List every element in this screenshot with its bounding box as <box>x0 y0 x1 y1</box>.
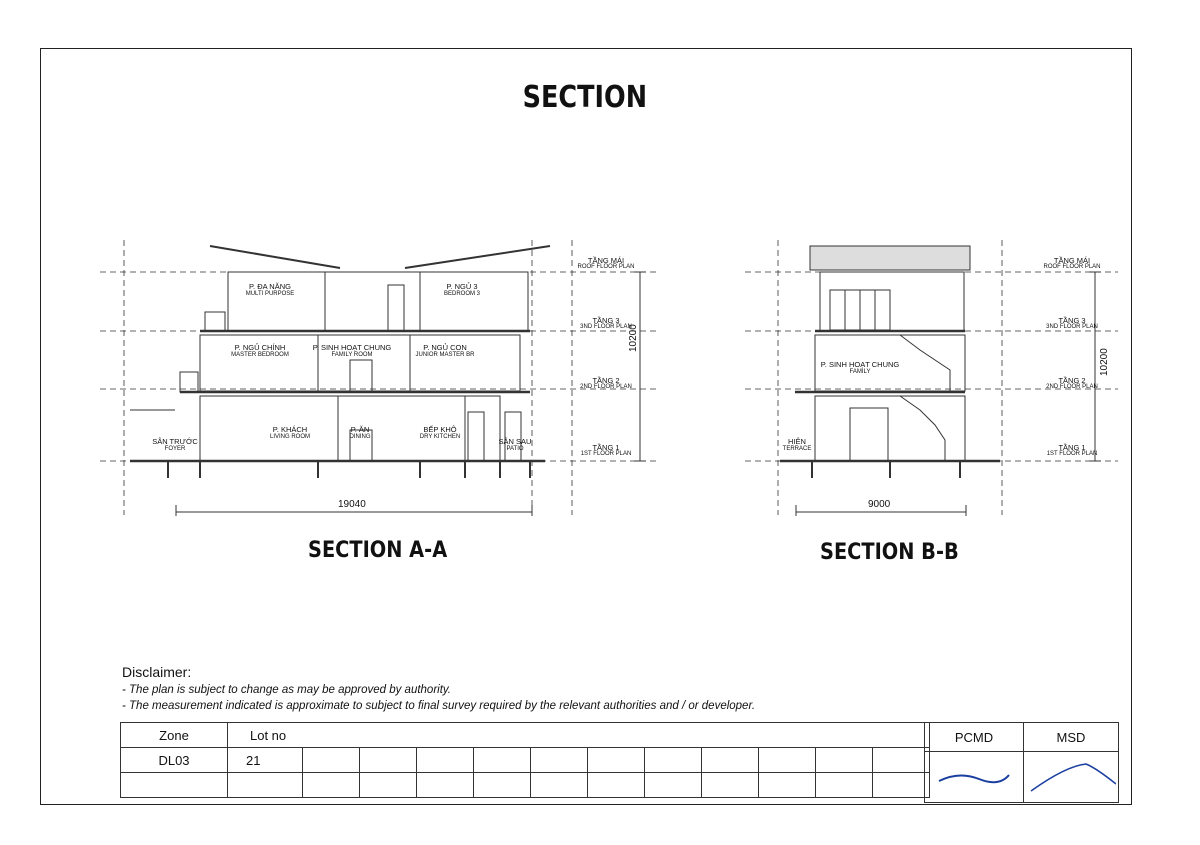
room-name-label: P. ĂN <box>350 425 370 434</box>
aa-height-dimension: 10200 <box>628 324 639 352</box>
room-sub-label: FAMILY ROOM <box>331 352 373 358</box>
pcmd-header: PCMD <box>925 723 1024 752</box>
room-name-label: P. NGỦ CON <box>423 343 467 352</box>
room-name-label: HIÊN <box>788 437 806 446</box>
level-sub-label: 3ND FLOOR PLAN <box>580 324 632 330</box>
room-sub-label: MASTER BEDROOM <box>231 352 289 358</box>
disclaimer-heading: Disclaimer: <box>122 664 192 680</box>
room-name-label: SÂN TRƯỚC <box>152 437 198 446</box>
bb-width-dimension: 9000 <box>868 499 891 510</box>
lot-info-table <box>120 722 930 798</box>
level-name-label: TẦNG 1 <box>1058 443 1086 452</box>
section-aa-title: SECTION A-A <box>308 538 448 563</box>
disclaimer-line-1: - The plan is subject to change as may be approved by authority. <box>122 684 452 696</box>
room-name-label: P. ĐA NĂNG <box>249 282 291 291</box>
room-sub-label: PATIO <box>506 446 524 452</box>
level-sub-label: 1ST FLOOR PLAN <box>580 451 632 457</box>
level-name-label: TẦNG 3 <box>592 316 620 325</box>
level-sub-label: 2ND FLOOR PLAN <box>580 384 632 390</box>
level-name-label: TẦNG MÁI <box>587 256 625 265</box>
level-sub-label: ROOF FLOOR PLAN <box>1043 264 1101 270</box>
room-name-label: P. NGỦ CHÍNH <box>234 343 286 352</box>
lot-value: 21 <box>228 748 303 773</box>
page-title: SECTION <box>522 80 648 115</box>
level-name-label: TẦNG 2 <box>592 376 620 385</box>
room-sub-label: BEDROOM 3 <box>443 291 481 297</box>
level-sub-label: 1ST FLOOR PLAN <box>1046 451 1098 457</box>
room-name-label: SÂN SAU <box>498 437 532 446</box>
aa-width-dimension: 19040 <box>338 499 366 510</box>
disclaimer-line-2: - The measurement indicated is approximate to subject to final survey required by the relevant authorities and / or developer. <box>122 700 756 712</box>
room-name-label: P. SINH HOẠT CHUNG <box>820 360 900 369</box>
zone-value: DL03 <box>121 748 228 773</box>
room-name-label: BẾP KHÔ <box>423 425 457 434</box>
room-name-label: P. KHÁCH <box>272 425 308 434</box>
room-sub-label: JUNIOR MASTER BR <box>415 352 475 358</box>
room-sub-label: FOYER <box>164 446 186 452</box>
room-sub-label: DRY KITCHEN <box>419 434 461 440</box>
bb-height-dimension: 10200 <box>1099 348 1110 376</box>
level-name-label: TẦNG 1 <box>592 443 620 452</box>
section-bb-title: SECTION B-B <box>820 540 959 565</box>
room-sub-label: DINING <box>349 434 371 440</box>
room-sub-label: MULTI PURPOSE <box>245 291 295 297</box>
room-sub-label: LIVING ROOM <box>269 434 311 440</box>
level-sub-label: ROOF FLOOR PLAN <box>577 264 635 270</box>
level-name-label: TẦNG MÁI <box>1053 256 1091 265</box>
approval-table <box>924 722 1119 803</box>
room-name-label: P. SINH HOẠT CHUNG <box>312 343 392 352</box>
level-name-label: TẦNG 3 <box>1058 316 1086 325</box>
level-name-label: TẦNG 2 <box>1058 376 1086 385</box>
level-sub-label: 2ND FLOOR PLAN <box>1046 384 1098 390</box>
room-name-label: P. NGỦ 3 <box>446 282 478 291</box>
room-sub-label: TERRACE <box>782 446 812 452</box>
level-sub-label: 3ND FLOOR PLAN <box>1046 324 1098 330</box>
msd-header: MSD <box>1024 723 1119 752</box>
zone-header: Zone <box>121 723 228 748</box>
room-sub-label: FAMILY <box>849 369 871 375</box>
pcmd-signature <box>925 752 1024 803</box>
lot-header: Lot no <box>228 723 930 748</box>
msd-signature <box>1024 752 1119 803</box>
